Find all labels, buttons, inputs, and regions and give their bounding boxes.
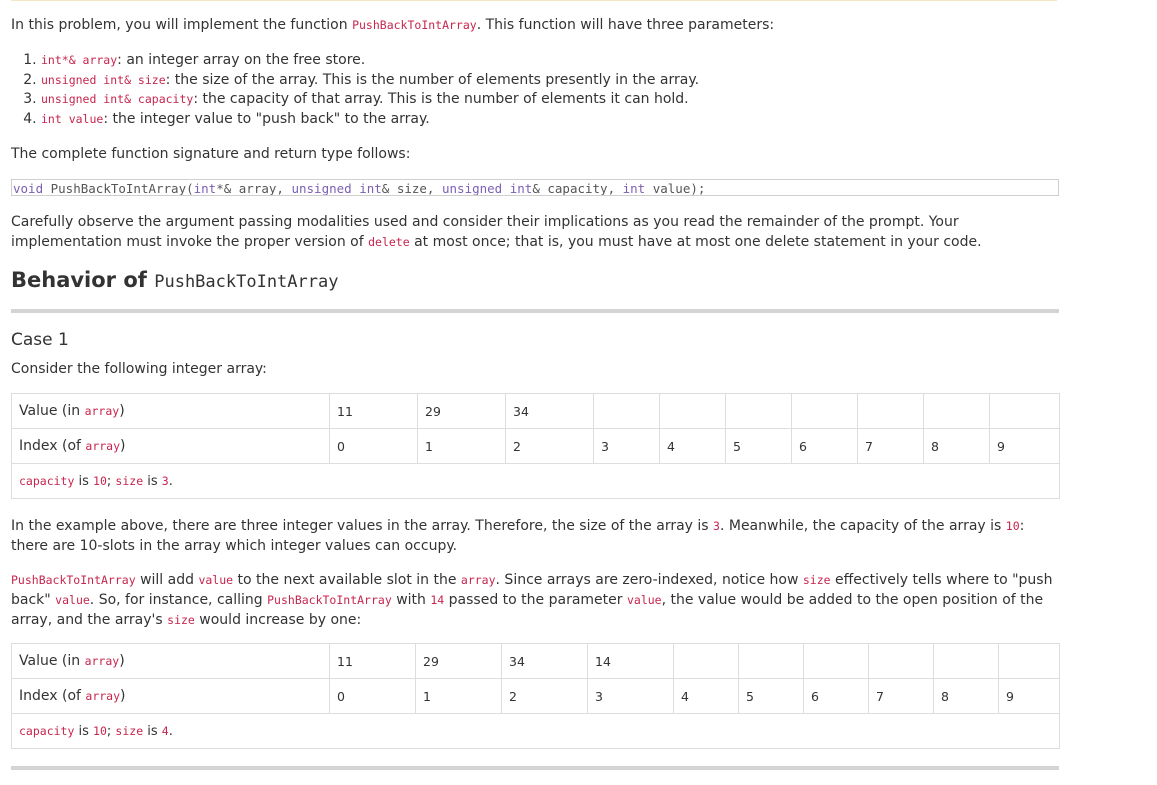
value-row bbox=[12, 644, 1060, 679]
section-divider-bottom bbox=[11, 766, 1059, 770]
param-item: 3. unsigned int& capacity: the capacity of that array. This is the number of elements it can hold. bbox=[41, 90, 1081, 110]
param-list bbox=[11, 51, 1081, 129]
index-cell: 9 bbox=[999, 679, 1060, 714]
behavior-heading: Behavior of PushBackToIntArray bbox=[11, 268, 339, 292]
observe-paragraph: Carefully observe the argument passing modalities used and consider their implications as you read the remainder of the prompt. Your implementation must invoke the proper version of delete at most once; that is, you must have at most one delete statement in your code. bbox=[11, 214, 982, 250]
signature-code-block: void PushBackToIntArray(int*& array, unsigned int& size, unsigned int& capacity, int value); bbox=[11, 179, 1059, 196]
value-cell bbox=[594, 394, 660, 429]
index-row bbox=[12, 429, 1060, 464]
index-cell: 2 bbox=[502, 679, 588, 714]
value-cell bbox=[924, 394, 990, 429]
value-cell: 29 bbox=[416, 644, 502, 679]
value-cell bbox=[792, 394, 858, 429]
index-cell: 1 bbox=[418, 429, 506, 464]
value-cell bbox=[999, 644, 1060, 679]
index-row-label: Index (of array) bbox=[12, 429, 330, 464]
capacity-row bbox=[12, 714, 1060, 749]
array-table-after bbox=[11, 643, 1060, 749]
explain-paragraph-2: PushBackToIntArray will add value to the next available slot in the array. Since arrays are zero-indexed, notice how size effectively tells where to "push back" value. So, for instance, calling PushBackToIntArray with 14 passed to the parameter value, the value would be added to the open position of the array, and the array's size would increase by one: bbox=[11, 572, 1053, 628]
value-cell bbox=[858, 394, 924, 429]
index-cell: 3 bbox=[594, 429, 660, 464]
value-cell bbox=[869, 644, 934, 679]
index-cell: 9 bbox=[990, 429, 1060, 464]
signature-intro: The complete function signature and return type follows: bbox=[11, 146, 411, 162]
index-cell: 4 bbox=[674, 679, 739, 714]
capacity-size-note: capacity is 10; size is 3. bbox=[12, 464, 1060, 499]
index-cell: 5 bbox=[726, 429, 792, 464]
value-row bbox=[12, 394, 1060, 429]
section-divider bbox=[11, 309, 1059, 313]
index-row-label: Index (of array) bbox=[12, 679, 330, 714]
value-cell bbox=[660, 394, 726, 429]
value-cell bbox=[674, 644, 739, 679]
index-cell: 1 bbox=[416, 679, 502, 714]
value-cell bbox=[804, 644, 869, 679]
index-cell: 6 bbox=[804, 679, 869, 714]
index-cell: 4 bbox=[660, 429, 726, 464]
case1-intro: Consider the following integer array: bbox=[11, 361, 267, 377]
value-cell: 34 bbox=[506, 394, 594, 429]
index-cell: 7 bbox=[858, 429, 924, 464]
value-cell: 34 bbox=[502, 644, 588, 679]
param-item: 1. int*& array: an integer array on the free store. bbox=[41, 51, 1081, 71]
value-cell bbox=[934, 644, 999, 679]
capacity-size-note: capacity is 10; size is 4. bbox=[12, 714, 1060, 749]
case1-title: Case 1 bbox=[11, 330, 69, 350]
top-divider bbox=[11, 0, 1057, 1]
value-cell: 11 bbox=[330, 394, 418, 429]
index-cell: 6 bbox=[792, 429, 858, 464]
index-cell: 7 bbox=[869, 679, 934, 714]
index-row bbox=[12, 679, 1060, 714]
index-cell: 8 bbox=[934, 679, 999, 714]
index-cell: 0 bbox=[330, 679, 416, 714]
value-cell bbox=[726, 394, 792, 429]
index-cell: 0 bbox=[330, 429, 418, 464]
value-cell bbox=[990, 394, 1060, 429]
explain-paragraph-1: In the example above, there are three integer values in the array. Therefore, the size of the array is 3. Meanwhile, the capacity of the array is 10: there are 10-slots in the array which integer values can occupy. bbox=[11, 518, 1025, 554]
index-cell: 3 bbox=[588, 679, 674, 714]
value-row-label: Value (in array) bbox=[12, 394, 330, 429]
value-cell: 11 bbox=[330, 644, 416, 679]
array-table-before bbox=[11, 393, 1060, 499]
param-item: 2. unsigned int& size: the size of the array. This is the number of elements presently in the array. bbox=[41, 71, 1081, 91]
value-cell bbox=[739, 644, 804, 679]
intro-paragraph: In this problem, you will implement the function PushBackToIntArray. This function will have three parameters: bbox=[11, 17, 775, 33]
value-cell: 29 bbox=[418, 394, 506, 429]
index-cell: 8 bbox=[924, 429, 990, 464]
func-name-code: PushBackToIntArray bbox=[352, 18, 477, 32]
index-cell: 5 bbox=[739, 679, 804, 714]
capacity-row bbox=[12, 464, 1060, 499]
index-cell: 2 bbox=[506, 429, 594, 464]
value-cell: 14 bbox=[588, 644, 674, 679]
value-row-label: Value (in array) bbox=[12, 644, 330, 679]
param-item: 4. int value: the integer value to "push back" to the array. bbox=[41, 110, 1081, 130]
